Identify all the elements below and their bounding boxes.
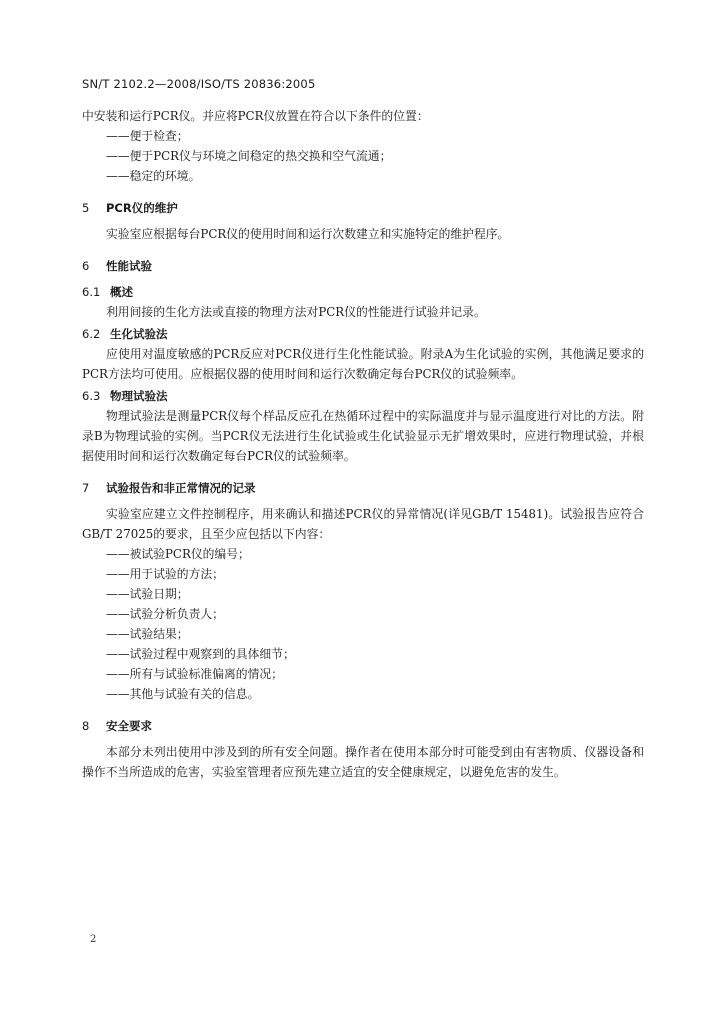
section-6-2-body: 应使用对温度敏感的PCR反应对PCR仪进行生化性能试验。附录A为生化试验的实例，其他满足要求的PCR方法均可使用。应根据仪器的使用时间和运行次数确定每台PCR仪的试验频率。 — [82, 347, 644, 381]
section-number: 6.3 — [82, 389, 101, 403]
report-item: ——用于试验的方法； — [106, 567, 224, 581]
section-6-heading — [82, 256, 644, 276]
section-title: 试验报告和非正常情况的记录 — [106, 481, 256, 495]
intro-item-3: ——稳定的环境。 — [106, 169, 201, 183]
report-item: ——被试验PCR仪的编号； — [106, 547, 250, 561]
section-title: PCR仪的维护 — [106, 201, 178, 215]
section-number: 7 — [82, 481, 90, 495]
section-6-3-body: 物理试验法是测量PCR仪每个样品反应孔在热循环过程中的实际温度并与显示温度进行对比的方法。附录B为物理试验的实例。当PCR仪无法进行生化试验或生化试验显示无扩增效果时，应进行物理试验，并根据使用时间和运行次数确定每台PCR仪的试验频率。 — [82, 409, 644, 463]
section-number: 6.1 — [82, 285, 101, 299]
section-7-body: 实验室应建立文件控制程序，用来确认和描述PCR仪的异常情况(详见GB/T 15481)。试验报告应符合GB/T 27025的要求，且至少应包括以下内容： — [82, 507, 644, 541]
section-title: 安全要求 — [106, 719, 152, 733]
document-body — [82, 106, 644, 782]
report-item: ——试验过程中观察到的具体细节； — [106, 647, 295, 661]
report-item: ——试验结果； — [106, 627, 189, 641]
section-5-heading — [82, 198, 644, 218]
section-6-1-heading — [82, 282, 644, 302]
section-6-3-heading — [82, 386, 644, 406]
section-5-body: 实验室应根据每台PCR仪的使用时间和运行次数建立和实施特定的维护程序。 — [106, 227, 510, 241]
section-number: 5 — [82, 201, 90, 215]
intro-item-1: ——便于检查； — [106, 129, 189, 143]
report-item: ——其他与试验有关的信息。 — [106, 687, 260, 701]
intro-paragraph: 中安装和运行PCR仪。并应将PCR仪放置在符合以下条件的位置： — [82, 109, 429, 123]
section-number: 6.2 — [82, 327, 101, 341]
section-6-1-body: 利用间接的生化方法或直接的物理方法对PCR仪的性能进行试验并记录。 — [106, 305, 486, 319]
section-number: 8 — [82, 719, 90, 733]
section-title: 生化试验法 — [110, 327, 168, 341]
section-title: 物理试验法 — [110, 389, 168, 403]
section-8-body: 本部分未列出使用中涉及到的所有安全问题。操作者在使用本部分时可能受到由有害物质、仪器设备和操作不当所造成的危害，实验室管理者应预先建立适宜的安全健康规定，以避免危害的发生。 — [82, 745, 644, 779]
section-7-heading — [82, 478, 644, 498]
intro-item-2: ——便于PCR仪与环境之间稳定的热交换和空气流通； — [106, 149, 392, 163]
report-item: ——试验分析负责人； — [106, 607, 224, 621]
section-8-heading — [82, 716, 644, 736]
section-number: 6 — [82, 259, 90, 273]
page-number: 2 — [90, 934, 97, 945]
section-6-2-heading — [82, 324, 644, 344]
document-header: SN/T 2102.2—2008/ISO/TS 20836:2005 — [82, 77, 316, 91]
report-item: ——所有与试验标准偏离的情况； — [106, 667, 283, 681]
report-item: ——试验日期； — [106, 587, 189, 601]
section-title: 性能试验 — [106, 259, 152, 273]
section-title: 概述 — [110, 285, 134, 299]
